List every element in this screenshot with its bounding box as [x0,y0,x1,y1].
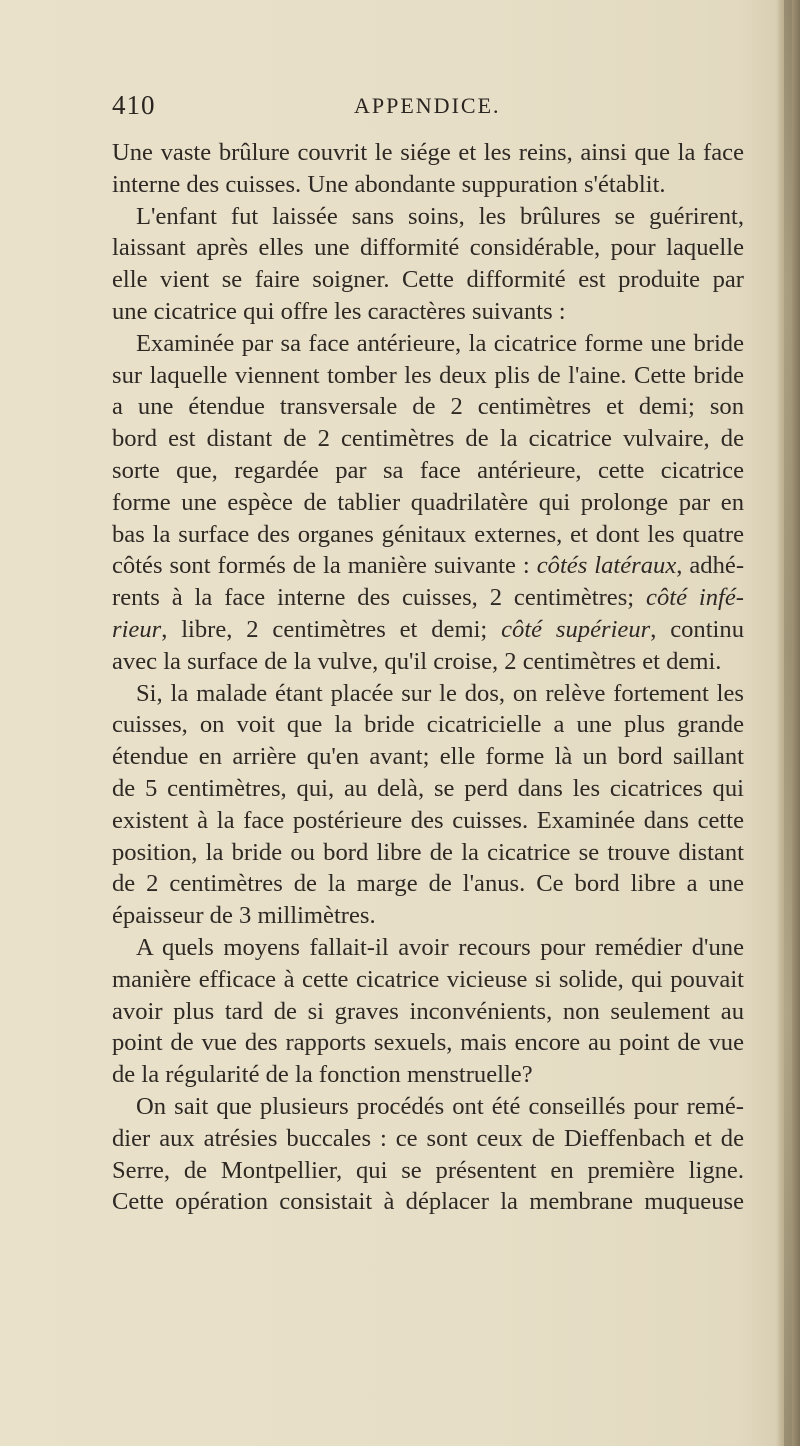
page-edge-shading [784,0,792,1446]
text-line: de 2 centimètres de la marge de l'anus. Ce bord libre a une [112,870,744,898]
text-line: position, la bride ou bord libre de la cicatrice se trouve distant [112,838,744,866]
text-line: épaisseur de 3 millimètres. [112,902,376,930]
text-line: dier aux atrésies buccales : ce sont ceux de Dieffenbach et de [112,1124,744,1152]
text-line: une cicatrice qui offre les caractères suivants : [112,297,566,325]
text-line: L'enfant fut laissée sans soins, les brûlures se guérirent, [136,202,744,230]
text-line: bas la surface des organes génitaux externes, et dont les quatre [112,520,744,548]
text-run: , libre, 2 centimètres et demi; [161,615,502,643]
body-text [112,137,744,1218]
page-header [112,90,752,134]
text-line: étendue en arrière qu'en avant; elle forme là un bord saillant [112,743,744,771]
italic-text: rieur [112,615,162,643]
text-line: forme une espèce de tablier quadrilatère qui prolonge par en [112,488,744,516]
text-line: Cette opération consistait à déplacer la membrane muqueuse [112,1188,744,1216]
text-line: de la régularité de la fonction menstruelle? [112,1061,533,1089]
text-line: Si, la malade étant placée sur le dos, on relève fortement les [136,679,744,707]
text-run: , adhé- [676,552,745,580]
text-line: Une vaste brûlure couvrit le siége et les reins, ainsi que la face [112,139,744,166]
text-run: rents à la face interne des cuisses, 2 centimètres; [112,584,635,612]
page-number: 410 [112,90,156,120]
text-line: sur laquelle viennent tomber les deux plis de l'aine. Cette bride [112,361,744,389]
text-line: elle vient se faire soigner. Cette difformité est produite par [112,266,744,294]
text-line: avec la surface de la vulve, qu'il croise, 2 centimètres et demi. [112,647,722,675]
text-line: cuisses, on voit que la bride cicatricielle a une plus grande [112,711,744,739]
text-line: a une étendue transversale de 2 centimètres et demi; son [112,393,744,421]
text-line: avoir plus tard de si graves inconvénients, non seulement au [112,997,744,1025]
text-line: existent à la face postérieure des cuisses. Examinée dans cette [112,806,744,834]
text-line: A quels moyens fallait-il avoir recours pour remédier d'une [136,933,744,961]
running-head: APPENDICE. [354,93,501,118]
text-line: point de vue des rapports sexuels, mais encore au point de vue [112,1029,744,1057]
text-line: Examinée par sa face antérieure, la cicatrice forme une bride [136,329,744,357]
text-line: sorte que, regardée par sa face antérieure, cette cicatrice [112,456,744,484]
text-run: continu [670,615,744,643]
text-line [112,550,744,582]
text-run: côtés sont formés de la manière suivante : [112,552,537,580]
text-line: interne des cuisses. Une abondante suppuration s'établit. [112,170,666,198]
text-line: On sait que plusieurs procédés ont été conseillés pour remé- [136,1092,744,1120]
italic-text: côté infé- [646,584,744,612]
text-line [112,582,744,614]
text-line: de 5 centimètres, qui, au delà, se perd dans les cicatrices qui [112,774,744,802]
text-line: rieur, libre, 2 centimètres et demi; côté supérieur, continu [112,615,744,643]
italic-text: côtés latéraux [536,552,677,580]
text-line: laissant après elles une difformité considérable, pour laquelle [112,234,744,262]
text-line: Serre, de Montpellier, qui se présentent en première ligne. [112,1156,744,1184]
text-line: bord est distant de 2 centimètres de la cicatrice vulvaire, de [112,425,744,453]
italic-text: côté supérieur [501,615,651,643]
text-line: manière efficace à cette cicatrice vicieuse si solide, qui pouvait [112,965,744,993]
